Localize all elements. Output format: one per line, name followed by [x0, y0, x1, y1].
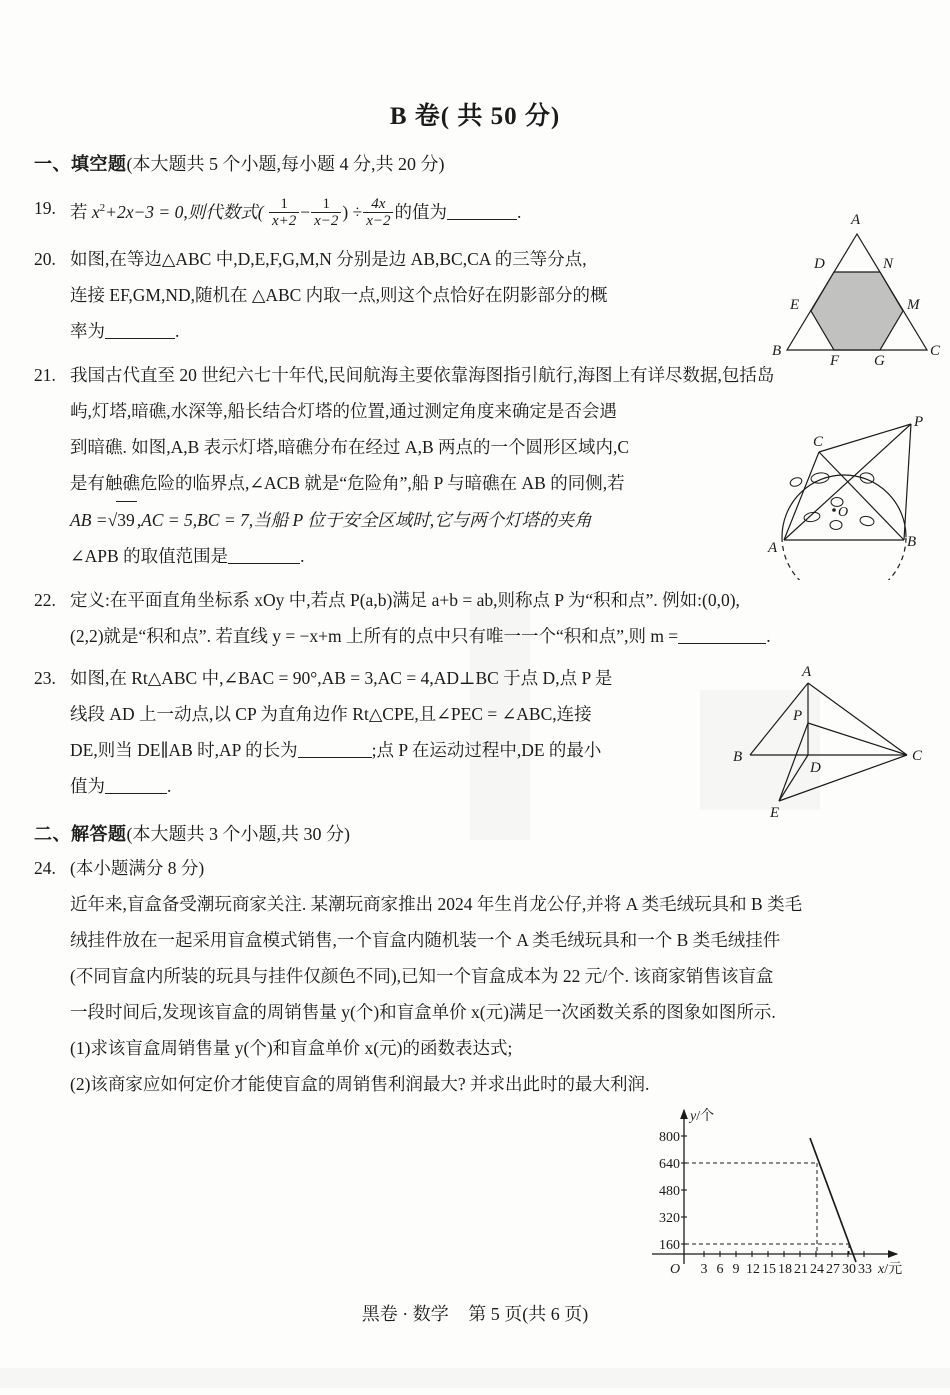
figure-question-20: [770, 202, 945, 367]
chart-origin-label: O: [670, 1262, 681, 1277]
figure-question-23: [722, 655, 947, 820]
svg-text:B: B: [772, 343, 782, 359]
chart-xtick-6: 6: [716, 1262, 724, 1277]
chart-weekly-sales-vs-price: [632, 1096, 932, 1286]
chart-xtick-9: 9: [732, 1262, 740, 1277]
chart-xtick-30: 30: [842, 1262, 856, 1277]
q24-line-5: (1)求该盲盒周销售量 y(个)和盲盒单价 x(元)的函数表达式;: [70, 1038, 513, 1059]
q19-eq-exponent: 2: [99, 202, 106, 214]
svg-text:G: G: [874, 353, 885, 367]
figure-question-21: [766, 412, 948, 580]
svg-text:N: N: [883, 256, 894, 272]
q22-line-2-post: .: [766, 626, 771, 647]
q19-fraction-1-denominator: x+2: [269, 212, 299, 230]
chart-ytick-160: 160: [659, 1238, 680, 1253]
q23-line-2: 线段 AD 上一动点,以 CP 为直角边作 Rt△CPE,且∠PEC = ∠ABC,连接: [70, 704, 592, 725]
svg-text:C: C: [813, 434, 824, 450]
question-19-number: 19.: [34, 198, 56, 218]
q19-fraction-3: [363, 196, 393, 231]
chart-xtick-27: 27: [826, 1262, 840, 1277]
chart-ytick-800: 800: [659, 1130, 680, 1145]
question-22-body: [34, 582, 950, 654]
q19-fraction-1-numerator: 1: [280, 195, 288, 212]
footer-paper-name: 黑卷 · 数学: [361, 1304, 449, 1324]
q22-line-2: [70, 618, 950, 654]
q19-tail: 的值为: [394, 201, 447, 222]
q24-score: (本小题满分 8 分): [70, 858, 205, 879]
svg-text:O: O: [838, 505, 849, 520]
svg-text:D: D: [810, 760, 821, 776]
q20-line-3-post: .: [175, 321, 180, 342]
chart-xtick-3: 3: [700, 1262, 708, 1277]
svg-text:P: P: [914, 414, 924, 430]
section-heading-fill-in: [0, 150, 950, 176]
q24-line-6: (2)该商家应如何定价才能使盲盒的周销售利润最大? 并求出此时的最大利润.: [70, 1074, 650, 1095]
q21-line-5: [70, 501, 750, 538]
question-20-number: 20.: [34, 249, 56, 270]
page-title: B 卷( 共 50 分): [389, 103, 561, 130]
svg-text:A: A: [851, 212, 861, 228]
q20-answer-blank[interactable]: [105, 322, 175, 339]
svg-text:E: E: [790, 297, 800, 313]
chart-xtick-21: 21: [794, 1262, 808, 1277]
q19-answer-blank[interactable]: [447, 203, 517, 220]
q23-line-4-post: .: [167, 776, 172, 797]
q23-line-3-a: DE,则当 DE∥AB 时,AP 的长为: [70, 740, 298, 761]
q21-answer-blank[interactable]: [228, 547, 300, 564]
q20-line-3-pre: 率为: [70, 321, 105, 342]
svg-text:M: M: [907, 297, 920, 313]
q19-lead: 若: [70, 201, 88, 222]
svg-text:B: B: [907, 534, 917, 550]
q19-fraction-2-numerator: 1: [322, 195, 330, 212]
q19-fraction-2: [311, 196, 341, 231]
page-footer: [0, 1300, 950, 1326]
section1-desc: (本大题共 5 个小题,每小题 4 分,共 20 分): [126, 154, 445, 174]
q20-line-2: 连接 EF,GM,ND,随机在 △ABC 内取一点,则这个点恰好在阴影部分的概: [70, 285, 608, 306]
q22-line-1: 定义:在平面直角坐标系 xOy 中,若点 P(a,b)满足 a+b = ab,则称点 P 为“积和点”. 例如:(0,0),: [70, 590, 740, 611]
sqrt-radical: √: [107, 510, 118, 531]
q19-minus: −: [300, 201, 311, 222]
q23-answer-blank-2[interactable]: [105, 777, 167, 794]
chart-xtick-15: 15: [762, 1262, 776, 1277]
q23-line-1: 如图,在 Rt△ABC 中,∠BAC = 90°,AB = 3,AC = 4,AD⊥BC 于点 D,点 P 是: [70, 668, 613, 689]
chart-xtick-12: 12: [746, 1262, 760, 1277]
svg-text:C: C: [930, 343, 941, 359]
svg-text:B: B: [733, 749, 743, 765]
q24-line-2: 绒挂件放在一起采用盲盒模式销售,一个盲盒内随机装一个 A 类毛绒玩具和一个 B 类毛绒挂件: [70, 930, 781, 951]
question-24: [0, 850, 950, 1102]
q19-fraction-3-numerator: 4x: [371, 195, 386, 212]
chart-ytick-320: 320: [659, 1211, 680, 1226]
q24-line-4: 一段时间后,发现该盲盒的周销售量 y(个)和盲盒单价 x(元)满足一次函数关系的图象如图所示.: [70, 1002, 776, 1023]
q19-eq-var: x: [91, 201, 100, 222]
q19-close-div: ) ÷: [342, 201, 363, 222]
question-23-body: [34, 660, 760, 804]
q19-fraction-2-denominator: x−2: [311, 212, 341, 230]
svg-text:C: C: [912, 748, 923, 764]
question-24-number: 24.: [34, 858, 56, 879]
question-22: [0, 582, 950, 654]
section1-label: 一、填空题: [34, 154, 127, 174]
footer-page-number: 第 5 页(共 6 页): [468, 1304, 589, 1324]
question-21-number: 21.: [34, 365, 56, 386]
section2-label: 二、解答题: [34, 824, 127, 845]
question-22-number: 22.: [34, 590, 56, 611]
q21-line-6-pre: ∠APB 的取值范围是: [70, 546, 229, 567]
q22-answer-blank[interactable]: [678, 627, 766, 644]
q23-line-4-pre: 值为: [70, 776, 105, 797]
svg-text:A: A: [768, 540, 778, 556]
chart-xtick-18: 18: [778, 1262, 792, 1277]
q21-line-5-b: ,AC = 5,BC = 7,当船 P 位于安全区域时,它与两个灯塔的夹角: [136, 510, 592, 531]
svg-text:A: A: [802, 664, 812, 680]
chart-xtick-24: 24: [810, 1262, 824, 1277]
q21-line-1: 我国古代直至 20 世纪六七十年代,民间航海主要依靠海图指引航行,海图上有详尽数据,包括岛: [70, 365, 775, 386]
q23-line-3: [70, 732, 760, 768]
q21-line-6-post: .: [300, 546, 305, 567]
svg-text:P: P: [793, 708, 803, 724]
q21-line-4: 是有触礁危险的临界点,∠ACB 就是“危险角”,船 P 与暗礁在 AB 的同侧,若: [70, 473, 625, 494]
q21-line-3: 到暗礁. 如图,A,B 表示灯塔,暗礁分布在经过 A,B 两点的一个圆形区域内,C: [70, 437, 630, 458]
q19-fraction-3-denominator: x−2: [363, 212, 393, 230]
question-20-body: [34, 241, 730, 349]
chart-xtick-33: 33: [858, 1262, 872, 1277]
chart-ytick-480: 480: [659, 1184, 680, 1199]
section-heading-solution: [0, 820, 950, 846]
q19-period: .: [516, 201, 522, 222]
svg-text:F: F: [830, 353, 840, 367]
q24-line-1: 近年来,盲盒备受潮玩商家关注. 某潮玩商家推出 2024 年生肖龙公仔,并将 A 类毛绒玩具和 B 类毛: [70, 894, 803, 915]
q20-line-1: 如图,在等边△ABC 中,D,E,F,G,M,N 分别是边 AB,BC,CA 的三等分点,: [70, 249, 587, 270]
q23-line-4: [70, 768, 760, 804]
q19-eq-rest: +2x−3 = 0,则代数式(: [105, 201, 264, 222]
svg-text:D: D: [814, 256, 825, 272]
chart-ylabel: y/个: [690, 1109, 715, 1124]
q21-line-2: 屿,灯塔,暗礁,水深等,船长结合灯塔的位置,通过测定角度来确定是否会遇: [70, 401, 617, 422]
chart-xlabel: x/元: [878, 1262, 903, 1277]
q23-line-3-b: ;点 P 在运动过程中,DE 的最小: [371, 740, 602, 761]
question-23-number: 23.: [34, 668, 56, 689]
chart-ytick-640: 640: [659, 1157, 680, 1172]
q21-line-5-a: AB =: [70, 510, 108, 531]
q23-answer-blank-1[interactable]: [298, 741, 372, 758]
section2-desc: (本大题共 3 个小题,共 30 分): [126, 824, 350, 845]
svg-text:E: E: [770, 805, 780, 820]
q21-sqrt-arg: 39: [116, 501, 137, 538]
q20-line-3: [70, 313, 730, 349]
q24-line-3: (不同盲盒内所装的玩具与挂件仅颜色不同),已知一个盲盒成本为 22 元/个. 该商家销售该盲盒: [70, 966, 774, 987]
q19-fraction-1: [269, 196, 299, 231]
scan-artifact: [0, 1368, 950, 1388]
q22-line-2-pre: (2,2)就是“积和点”. 若直线 y = −x+m 上所有的点中只有唯一一个“积和点”,则 m =: [70, 626, 679, 647]
question-24-body: [34, 850, 930, 1102]
